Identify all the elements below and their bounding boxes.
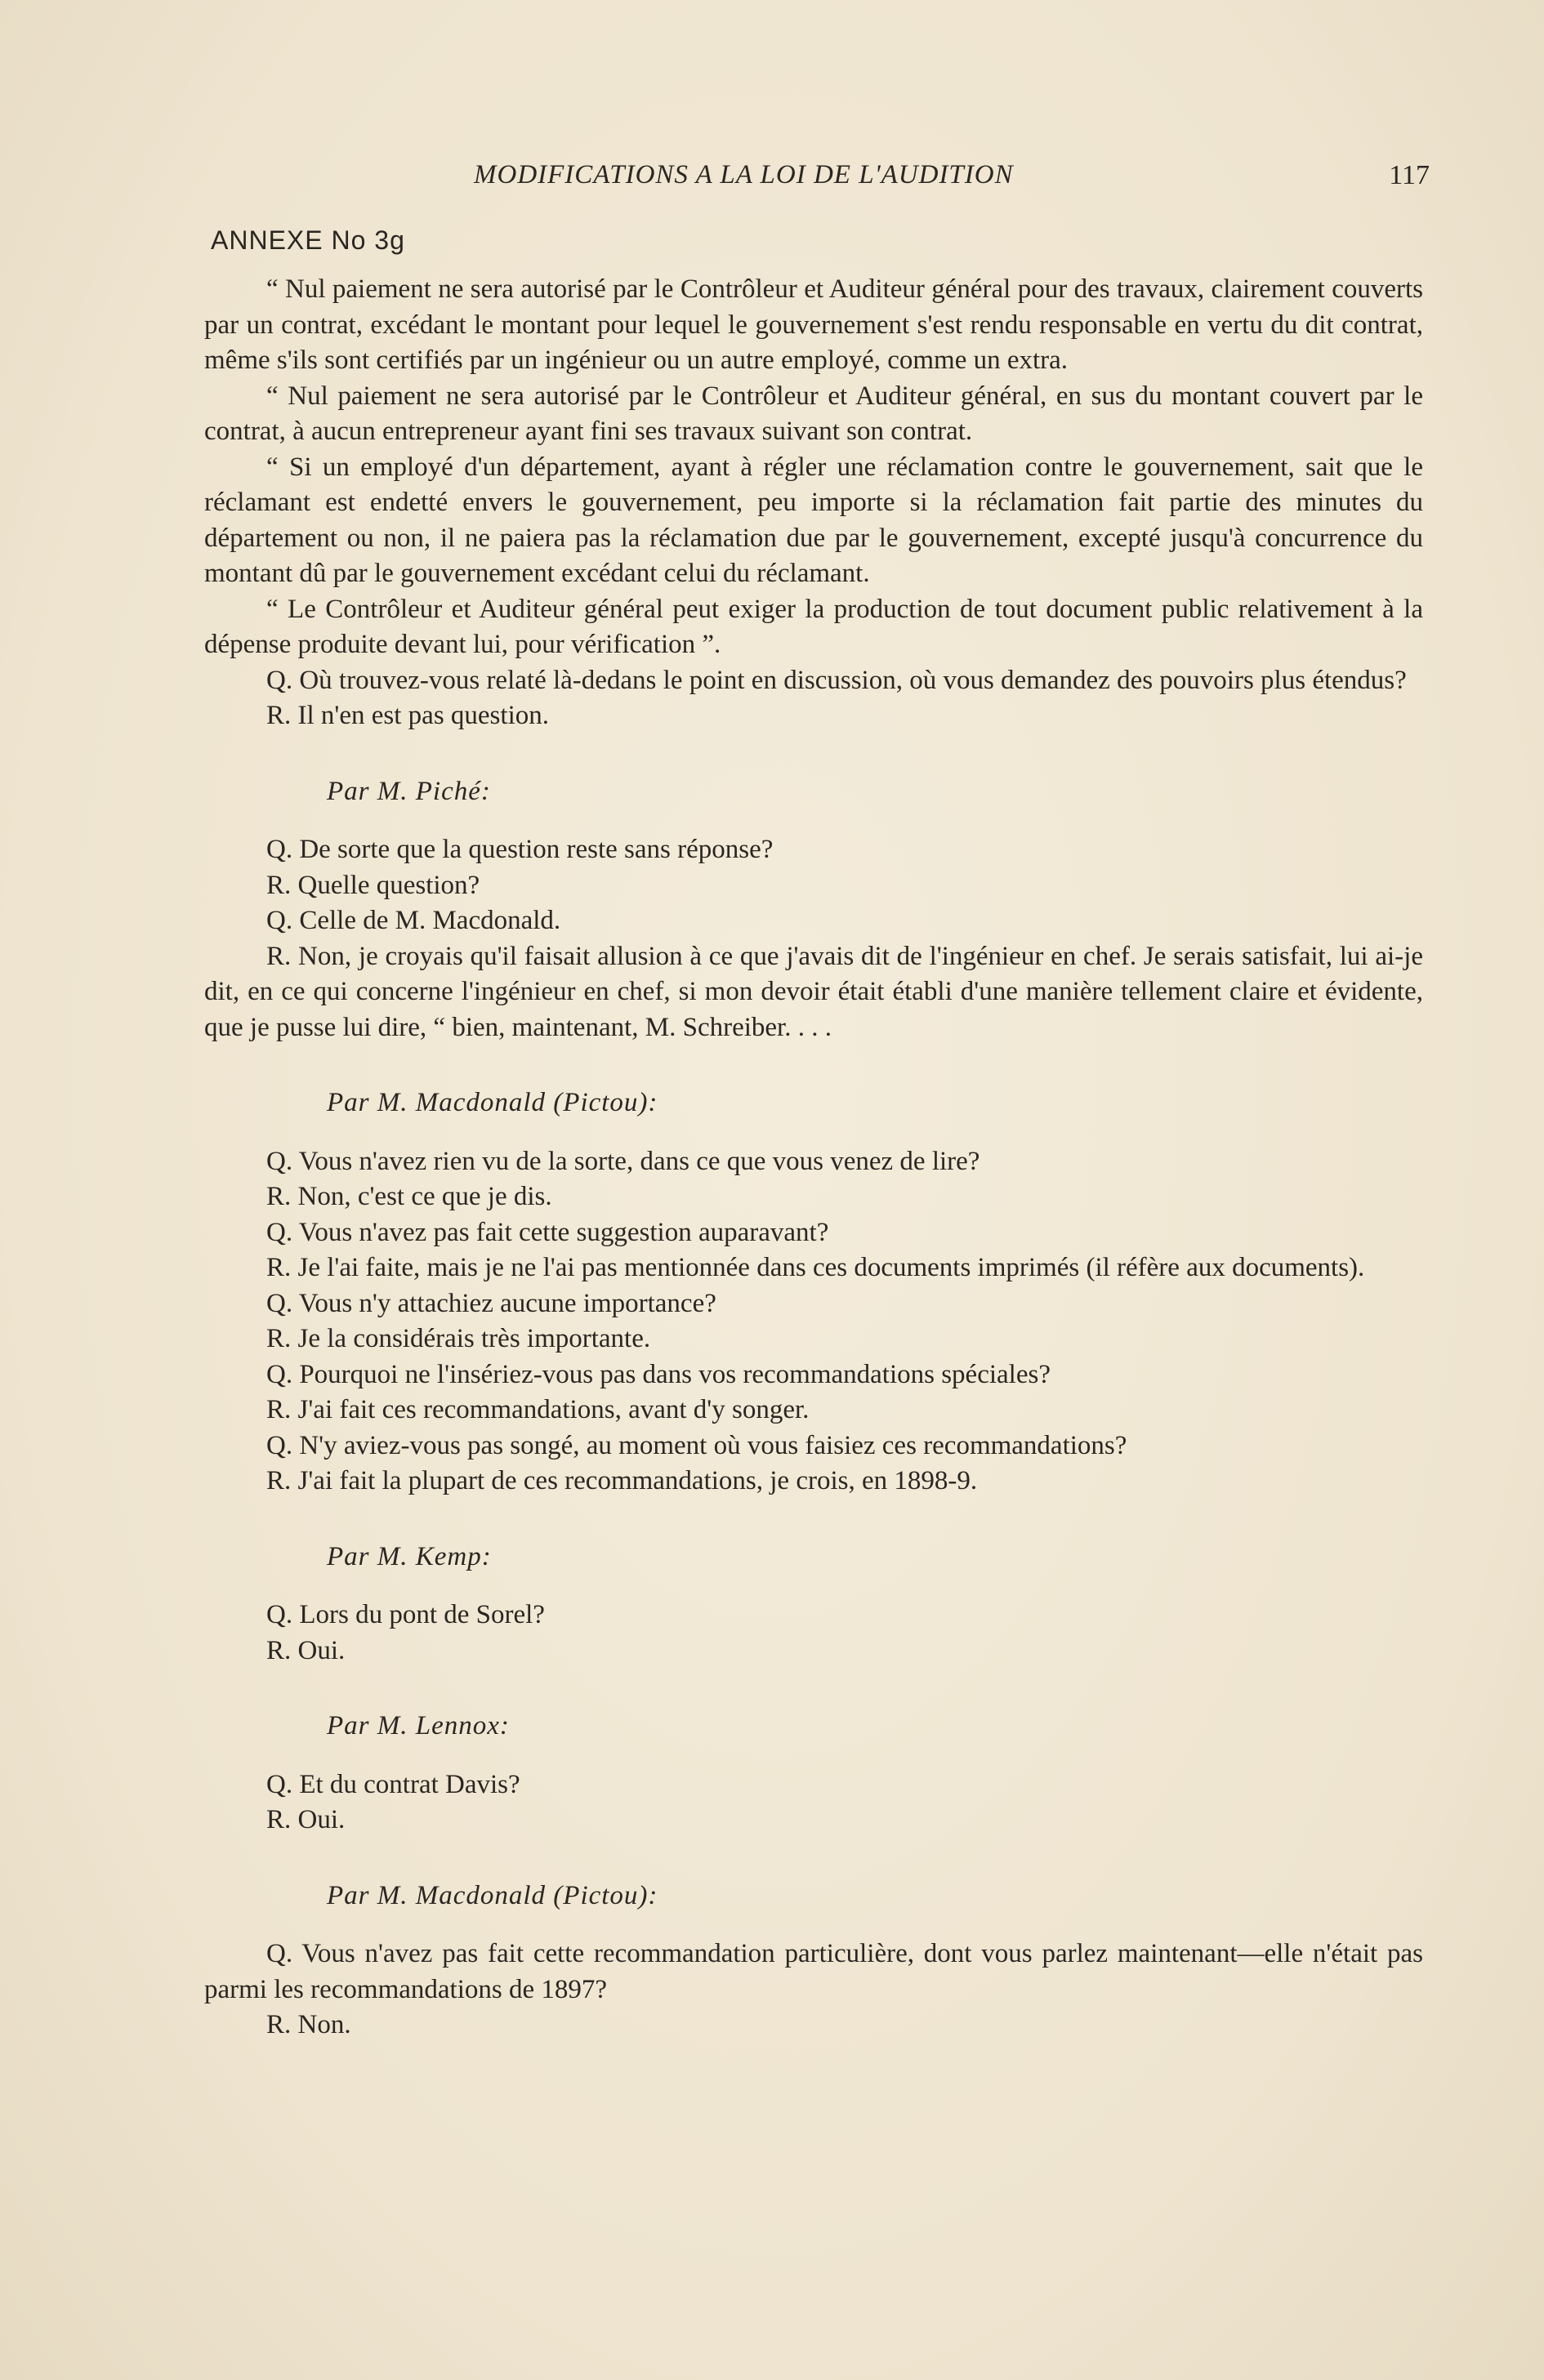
page-number: 117	[1389, 160, 1430, 190]
answer: R. Quelle question?	[266, 870, 480, 900]
page-header	[204, 160, 1430, 209]
running-title: MODIFICATIONS A LA LOI DE L'AUDITION	[474, 160, 1014, 189]
speaker-heading: Par M. Piché:	[327, 776, 491, 806]
question: Q. Lors du pont de Sorel?	[266, 1600, 545, 1629]
speaker-heading: Par M. Macdonald (Pictou):	[327, 1088, 658, 1117]
paragraph: “ Si un employé d'un département, ayant à régler une réclamation contre le gouvernement, sait que le réclamant est endetté envers le gouvernement, peu importe si la réclamation fait partie des minutes du département ou non, il ne paiera pas la réclamation due par le gouvernement, excepté jusqu'à concurrence du montant dû par le gouvernement excédant celui du réclamant.	[204, 452, 1423, 588]
paragraph: “ Le Contrôleur et Auditeur général peut exiger la production de tout document public relativement à la dépense produite devant lui, pour vérification ”.	[204, 594, 1423, 659]
answer: R. Non, c'est ce que je dis.	[266, 1182, 552, 1211]
speaker-heading: Par M. Macdonald (Pictou):	[327, 1880, 658, 1910]
annex-label: ANNEXE No 3g	[211, 225, 405, 255]
speaker-heading: Par M. Kemp:	[327, 1541, 492, 1571]
answer: R. Oui.	[266, 1805, 346, 1834]
question: Q. Pourquoi ne l'insériez-vous pas dans vos recommandations spéciales?	[266, 1359, 1051, 1389]
paragraph: “ Nul paiement ne sera autorisé par le Contrôleur et Auditeur général pour des travaux, clairement couverts par un contrat, excédant le montant pour lequel le gouvernement s'est rendu responsable en vertu du dit contrat, même s'ils sont certifiés par un ingénieur ou un autre employé, comme un extra.	[204, 274, 1423, 375]
speaker-heading: Par M. Lennox:	[327, 1711, 510, 1740]
question: Q. Et du contrat Davis?	[266, 1769, 520, 1799]
answer: R. Je l'ai faite, mais je ne l'ai pas mentionnée dans ces documents imprimés (il réfère aux documents).	[266, 1253, 1365, 1282]
question: Q. Vous n'avez rien vu de la sorte, dans ce que vous venez de lire?	[266, 1146, 980, 1176]
question: Q. Celle de M. Macdonald.	[266, 906, 561, 935]
question: Q. N'y aviez-vous pas songé, au moment où vous faisiez ces recommandations?	[266, 1430, 1127, 1460]
question: Q. Vous n'y attachiez aucune importance?	[266, 1288, 716, 1318]
question: Q. De sorte que la question reste sans réponse?	[266, 835, 774, 864]
answer: R. Il n'en est pas question.	[266, 701, 549, 730]
question: Q. Vous n'avez pas fait cette recommandation particulière, dont vous parlez maintenant—elle n'était pas parmi les recommandations de 1897?	[204, 1939, 1423, 2004]
answer: R. J'ai fait la plupart de ces recommandations, je crois, en 1898-9.	[266, 1466, 978, 1495]
question: Q. Où trouvez-vous relaté là-dedans le point en discussion, où vous demandez des pouvoirs plus étendus?	[266, 665, 1407, 695]
answer: R. Non, je croyais qu'il faisait allusion à ce que j'avais dit de l'ingénieur en chef. Je serais satisfait, lui ai-je dit, en ce qui concerne l'ingénieur en chef, si mon devoir était établi d'une manière tellement claire et évidente, que je pusse lui dire, “ bien, maintenant, M. Schreiber. . . .	[204, 941, 1423, 1042]
document-body	[204, 272, 1423, 2044]
answer: R. Oui.	[266, 1635, 346, 1665]
answer: R. Je la considérais très importante.	[266, 1324, 651, 1353]
answer: R. J'ai fait ces recommandations, avant d'y songer.	[266, 1395, 810, 1424]
answer: R. Non.	[266, 2010, 351, 2039]
question: Q. Vous n'avez pas fait cette suggestion auparavant?	[266, 1217, 829, 1247]
paragraph: “ Nul paiement ne sera autorisé par le Contrôleur et Auditeur général, en sus du montant couvert par le contrat, à aucun entrepreneur ayant fini ses travaux suivant son contrat.	[204, 381, 1423, 446]
